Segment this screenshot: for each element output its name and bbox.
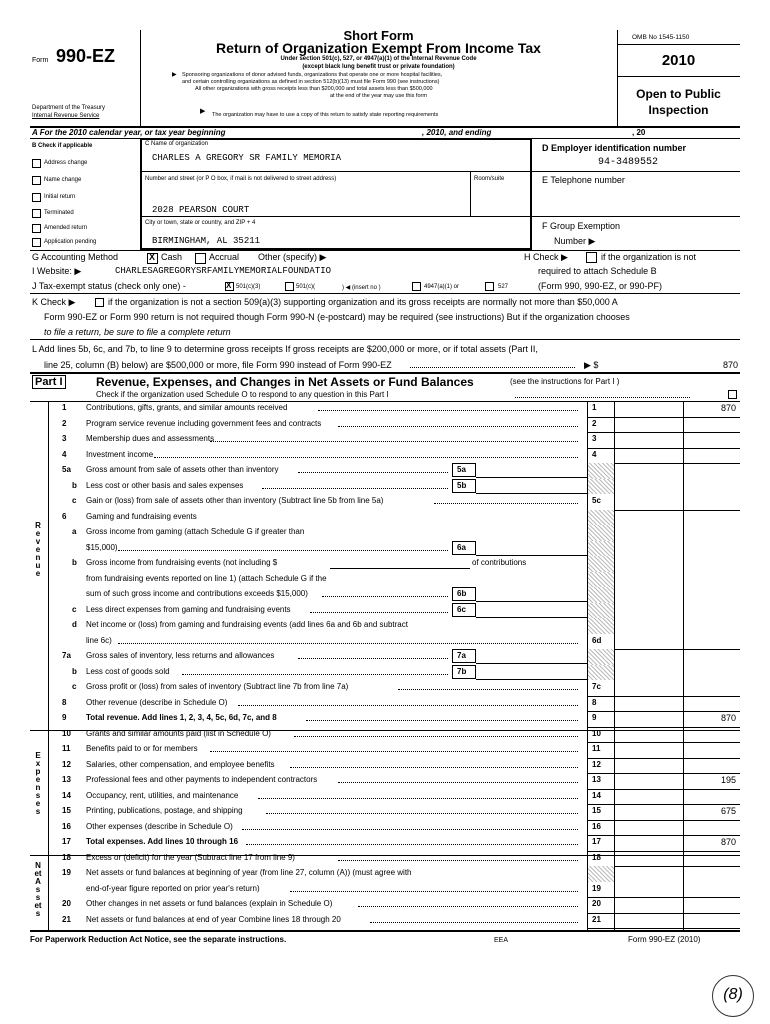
- row-label: Gross amount from sale of assets other than inventory: [86, 465, 279, 474]
- row-number: 17: [62, 837, 71, 846]
- initial-return-label: Initial return: [44, 194, 76, 200]
- sub-line-number: 6a: [457, 542, 466, 552]
- row-amount[interactable]: 870: [720, 403, 736, 413]
- line-l-text-1: L Add lines 5b, 6c, and 7b, to line 9 to determine gross receipts If gross receipts are $200,000 or more, or if total assets (Part II,: [32, 344, 538, 354]
- leader-dots: [258, 790, 578, 799]
- row-number: c: [72, 682, 77, 691]
- row-rule: [587, 417, 740, 418]
- row-label: Net assets or fund balances at end of year Combine lines 18 through 20: [86, 914, 341, 924]
- terminated-label: Terminated: [44, 210, 74, 216]
- row-number: 21: [62, 914, 71, 924]
- line-box-number: 6d: [592, 635, 602, 645]
- net-assets-sidebar-text: NetAssets: [34, 861, 42, 918]
- sub-line-number: 5a: [457, 465, 466, 474]
- footer-notice: For Paperwork Reduction Act Notice, see the separate instructions.: [30, 935, 287, 944]
- row-label: Other expenses (describe in Schedule O): [86, 821, 233, 831]
- 527-label: 527: [498, 284, 509, 290]
- row-label: Other revenue (describe in Schedule O): [86, 697, 228, 707]
- line-box-number: 5c: [592, 496, 601, 505]
- leader-dots: [310, 604, 448, 613]
- expenses-sidebar-text: Expenses: [35, 751, 41, 816]
- open-public-1: Open to Public: [636, 87, 721, 101]
- leader-dots: [338, 852, 578, 861]
- city-label: City or town, state or country, and ZIP + 4: [145, 220, 256, 226]
- row-number: b: [72, 480, 77, 490]
- 4947-checkbox[interactable]: [412, 282, 421, 291]
- row-number: 16: [62, 821, 71, 831]
- accrual-checkbox[interactable]: [195, 253, 206, 264]
- sub-line-entry[interactable]: [476, 477, 587, 478]
- row-number: b: [72, 558, 77, 567]
- row-number: 19: [62, 868, 71, 877]
- sub-line-entry[interactable]: [476, 617, 587, 618]
- row-number: 12: [62, 759, 71, 769]
- department-label: Department of the Treasury: [32, 105, 106, 111]
- row-label: Gross sales of inventory, less returns and allowances: [86, 651, 275, 660]
- row-rule: [587, 727, 740, 728]
- line-box-number: 16: [592, 821, 601, 831]
- 501c3-mark: X: [226, 281, 232, 290]
- shaded-cell: [588, 556, 614, 572]
- sub-line-number: 5b: [457, 480, 467, 490]
- row-label: Less cost of goods sold: [86, 666, 170, 676]
- row-label: Membership dues and assessments: [86, 434, 215, 443]
- telephone-label: E Telephone number: [542, 175, 625, 185]
- form-number: 990-EZ: [56, 46, 116, 66]
- group-exemption-label: F Group Exemption: [542, 221, 621, 231]
- row-label: Total expenses. Add lines 10 through 16: [86, 837, 239, 846]
- application-pending-label: Application pending: [44, 239, 97, 245]
- row-rule: [587, 804, 740, 805]
- leader-dots: [338, 774, 578, 783]
- line-k-text-2: Form 990-EZ or Form 990 return is not required though Form 990-N (e-postcard) may be required (see instructions) But if the organization chooses: [44, 312, 630, 322]
- leader-dots: [118, 542, 448, 551]
- other-method-label: Other (specify) ▶: [258, 252, 327, 262]
- row-number: 9: [62, 713, 67, 722]
- row-label: $15,000): [86, 542, 118, 552]
- street-value[interactable]: 2028 PEARSON COURT: [152, 205, 250, 215]
- org-name-label: C Name of organization: [145, 141, 209, 147]
- row-number: 2: [62, 418, 67, 428]
- leader-dots: [266, 805, 578, 814]
- leader-dots: [210, 743, 578, 752]
- row-label: Net assets or fund balances at beginning of year (from line 27, column (A)) (must agree with: [86, 868, 412, 877]
- check-h-label: H Check ▶: [524, 252, 568, 262]
- line-l-text-2: line 25, column (B) below) are $500,000 or more, file Form 990 instead of Form 990-EZ: [44, 360, 392, 370]
- contributions-underline: [330, 568, 470, 569]
- row-amount[interactable]: 870: [720, 713, 736, 723]
- initial-return-checkbox[interactable]: [32, 193, 41, 202]
- under-section: Under section 501(c), 527, or 4947(a)(1) of the Internal Revenue Code: [280, 56, 477, 62]
- shaded-cell: [588, 587, 614, 603]
- row-number: 11: [62, 744, 71, 753]
- row-number: 18: [62, 852, 71, 862]
- row-label: Gross profit or (loss) from sales of inventory (Subtract line 7b from line 7a): [86, 682, 349, 691]
- except-black-lung: (except black lung benefit trust or private foundation): [302, 64, 455, 70]
- name-change-checkbox[interactable]: [32, 176, 41, 185]
- row-label: Gross income from gaming (attach Schedule G if greater than: [86, 527, 305, 536]
- row-extra: of contributions: [472, 558, 527, 567]
- sponsoring-text-4: at the end of the year may use this form: [330, 93, 427, 99]
- row-amount[interactable]: 195: [720, 775, 736, 785]
- row-rule: [587, 696, 740, 697]
- row-label: sum of such gross income and contributions exceeds $15,000): [86, 589, 308, 598]
- row-number: 1: [62, 403, 67, 412]
- line-box-number: 12: [592, 759, 601, 769]
- row-label: Salaries, other compensation, and employee benefits: [86, 759, 275, 769]
- row-rule: [587, 758, 740, 759]
- application-pending-checkbox[interactable]: [32, 238, 41, 247]
- row-rule: [587, 820, 740, 821]
- row-number: 7a: [62, 651, 71, 660]
- address-change-checkbox[interactable]: [32, 159, 41, 168]
- row-label: Investment income: [86, 449, 154, 459]
- schedule-b-checkbox[interactable]: [586, 252, 597, 263]
- sub-line-number: 6b: [457, 589, 467, 598]
- line-box-number: 10: [592, 728, 601, 738]
- expenses-sidebar: [34, 752, 42, 816]
- row-number: d: [72, 620, 77, 629]
- sub-line-entry[interactable]: [476, 679, 587, 680]
- leader-dots: [182, 666, 448, 675]
- schedule-o-checkbox[interactable]: [728, 390, 737, 399]
- shaded-cell: [588, 618, 614, 634]
- leader-dots: [242, 821, 578, 830]
- website-label: I Website: ▶: [32, 266, 82, 276]
- 527-checkbox[interactable]: [485, 282, 494, 291]
- row-label: Professional fees and other payments to independent contractors: [86, 775, 318, 784]
- schedule-o-text: Check if the organization used Schedule O to respond to any question in this Part I: [96, 390, 389, 399]
- shaded-cell: [588, 479, 614, 495]
- sub-line-number: 7a: [457, 651, 466, 660]
- row-rule: [587, 851, 740, 852]
- row-label: Benefits paid to or for members: [86, 744, 198, 753]
- tax-exempt-label: J Tax-exempt status (check only one) -: [32, 281, 186, 291]
- check-h-text2: if the organization is not: [601, 252, 697, 262]
- shaded-cell: [588, 665, 614, 681]
- irs-label: Internal Revenue Service: [32, 113, 100, 119]
- row-number: 14: [62, 790, 71, 800]
- row-number: 3: [62, 434, 67, 443]
- section-b-title: B Check if applicable: [32, 143, 93, 149]
- part-i-label: Part I: [32, 375, 66, 389]
- row-label: Less cost or other basis and sales expenses: [86, 480, 244, 490]
- line-box-number: 8: [592, 697, 597, 707]
- leader-dots: [290, 759, 578, 768]
- sub-line-entry[interactable]: [476, 555, 587, 556]
- row-label: Printing, publications, postage, and shipping: [86, 806, 243, 815]
- leader-dots: [294, 728, 578, 737]
- leader-dots: [434, 495, 578, 504]
- insert-no-label: ) ◀ (insert no ): [342, 285, 381, 291]
- row-number: 5a: [62, 465, 71, 474]
- row-rule: [587, 448, 740, 449]
- line-box-number: 21: [592, 914, 601, 924]
- ein-value[interactable]: 94-3489552: [598, 157, 659, 168]
- check-k-label: K Check ▶: [32, 297, 76, 307]
- leader-dots: [370, 914, 578, 923]
- row-label: Less direct expenses from gaming and fundraising events: [86, 604, 291, 614]
- row-number: 6: [62, 511, 67, 521]
- row-label: Net income or (loss) from gaming and fundraising events (add lines 6a and 6b and subtract: [86, 620, 408, 629]
- line-box-number: 11: [592, 744, 601, 753]
- row-rule: [587, 928, 740, 929]
- form-title: Return of Organization Exempt From Income Tax: [216, 40, 541, 56]
- row-rule: [587, 742, 740, 743]
- sub-line-number: 6c: [457, 604, 466, 614]
- line-box-number: 20: [592, 899, 601, 908]
- leader-dots: [238, 697, 578, 706]
- line-box-number: 14: [592, 790, 601, 800]
- row-rule: [587, 913, 740, 914]
- revenue-sidebar: [34, 522, 42, 578]
- cash-check-mark: X: [149, 252, 156, 262]
- row-rule: [587, 789, 740, 790]
- sub-line-entry[interactable]: [476, 663, 587, 664]
- shaded-cell: [588, 649, 614, 665]
- amended-return-checkbox[interactable]: [32, 224, 41, 233]
- 509a3-checkbox[interactable]: [95, 298, 104, 307]
- shaded-cell: [588, 510, 614, 526]
- leader-dots: [246, 836, 578, 845]
- line-l-arrow: ▶ $: [584, 360, 599, 370]
- line-box-number: 17: [592, 837, 601, 846]
- 4947-label: 4947(a)(1) or: [424, 284, 460, 290]
- city-value[interactable]: BIRMINGHAM, AL 35211: [152, 236, 261, 246]
- terminated-checkbox[interactable]: [32, 209, 41, 218]
- shaded-cell: [588, 541, 614, 557]
- line-box-number: 19: [592, 883, 601, 893]
- ein-label: D Employer identification number: [542, 143, 687, 153]
- line-box-number: 4: [592, 449, 597, 459]
- sponsoring-text-1: Sponsoring organizations of donor advised funds, organizations that operate one or more hospital facilities,: [182, 72, 443, 78]
- short-form-title: Short Form: [343, 28, 414, 43]
- row-label: Contributions, gifts, grants, and similar amounts received: [86, 403, 288, 412]
- form-label: Form: [32, 57, 49, 64]
- row-number: b: [72, 666, 77, 676]
- name-change-label: Name change: [44, 177, 82, 183]
- row-label: from fundraising events reported on line 1) (attach Schedule G if the: [86, 573, 327, 583]
- line-k-text-1: if the organization is not a section 509(a)(3) supporting organization and its gross receipts are normally not more than $50,000 A: [108, 297, 618, 307]
- row-number: 13: [62, 775, 71, 784]
- address-change-label: Address change: [44, 160, 88, 166]
- org-name-value[interactable]: CHARLES A GREGORY SR FAMILY MEMORIA: [152, 153, 342, 163]
- leader-dots: [338, 418, 578, 427]
- accrual-label: Accrual: [209, 252, 240, 262]
- line-box-number: 7c: [592, 682, 601, 691]
- shaded-cell: [588, 525, 614, 541]
- check-h-text4: (Form 990, 990-EZ, or 990-PF): [538, 281, 663, 291]
- group-exemption-number-label: Number ▶: [554, 236, 596, 246]
- leader-dots: [322, 588, 448, 597]
- row-number: c: [72, 604, 77, 614]
- 501c-label: 501(c)(: [296, 284, 316, 290]
- row-number: a: [72, 527, 77, 536]
- line-box-number: 18: [592, 852, 601, 862]
- line-box-number: 13: [592, 775, 601, 784]
- line-a-mid: , 2010, and ending: [422, 128, 492, 137]
- line-a-end: , 20: [632, 128, 646, 137]
- footer-eea: EEA: [494, 937, 509, 944]
- row-amount[interactable]: 870: [720, 837, 736, 847]
- row-rule: [587, 897, 740, 898]
- shaded-cell: [588, 603, 614, 619]
- row-number: c: [72, 496, 77, 505]
- row-rule: [587, 773, 740, 774]
- net-assets-sidebar: [34, 862, 42, 918]
- cash-label: Cash: [161, 252, 183, 262]
- row-label: Occupancy, rent, utilities, and maintenance: [86, 790, 239, 800]
- leader-dots: [398, 681, 578, 690]
- open-public-2: Inspection: [648, 103, 709, 117]
- leader-dots: [298, 650, 448, 659]
- line-box-number: 2: [592, 418, 597, 428]
- line-box-number: 3: [592, 434, 597, 443]
- gross-receipts-value[interactable]: 870: [722, 360, 738, 370]
- line-box-number: 15: [592, 806, 601, 815]
- sub-line-entry[interactable]: [476, 601, 587, 602]
- part-i-title: Revenue, Expenses, and Changes in Net Assets or Fund Balances: [96, 375, 474, 389]
- row-rule: [587, 835, 740, 836]
- sponsoring-text-3: All other organizations with gross receipts less than $200,000 and total assets less than $500,000: [195, 86, 433, 92]
- line-k-text-3: to file a return, be sure to file a complete return: [44, 327, 231, 337]
- leader-dots: [306, 712, 578, 721]
- row-label: Gross income from fundraising events (not including $: [86, 558, 278, 567]
- row-number: 8: [62, 697, 67, 707]
- leader-dots: [358, 898, 578, 907]
- street-label: Number and street (or P O box, if mail is not delivered to street address): [145, 176, 337, 182]
- leader-dots: [290, 883, 578, 892]
- check-h-text3: required to attach Schedule B: [538, 266, 657, 276]
- line-box-number: 9: [592, 713, 597, 722]
- row-rule: [587, 432, 740, 433]
- shaded-cell: [588, 572, 614, 588]
- row-number: 4: [62, 449, 67, 459]
- copy-note: The organization may have to use a copy of this return to satisfy state reporting requirements: [212, 112, 439, 118]
- row-label: end-of-year figure reported on prior year's return): [86, 883, 260, 893]
- leader-dots: [262, 480, 448, 489]
- handwritten-stamp: (8): [712, 975, 754, 1017]
- sub-line-entry[interactable]: [476, 493, 587, 494]
- 501c-checkbox[interactable]: [285, 282, 294, 291]
- amended-return-label: Amended return: [44, 225, 88, 231]
- row-label: Excess or (deficit) for the year (Subtract line 17 from line 9): [86, 852, 295, 862]
- row-label: Grants and similar amounts paid (list in Schedule O): [86, 728, 271, 738]
- row-label: line 6c): [86, 635, 112, 645]
- line-a: A For the 2010 calendar year, or tax year beginning: [32, 128, 226, 137]
- sponsoring-text-2: and certain controlling organizations as defined in section 512(b)(13) must file Form 990 (see instructions): [182, 79, 440, 85]
- row-number: 10: [62, 728, 71, 738]
- room-label: Room/suite: [474, 176, 505, 182]
- row-number: 20: [62, 899, 71, 908]
- accounting-method-label: G Accounting Method: [32, 252, 119, 262]
- shaded-cell: [588, 463, 614, 479]
- row-label: Gain or (loss) from sale of assets other than inventory (Subtract line 5b from line 5a): [86, 496, 384, 505]
- sub-line-number: 7b: [457, 666, 467, 676]
- 501c3-label: 501(c)(3): [236, 284, 261, 290]
- leader-dots: [210, 433, 578, 442]
- tax-year: 2010: [661, 52, 696, 69]
- leader-dots: [118, 635, 578, 644]
- leader-dots: [154, 449, 578, 458]
- line-box-number: 1: [592, 403, 597, 412]
- leader-dots: [318, 402, 578, 411]
- shaded-cell: [588, 866, 614, 882]
- omb-number: OMB No 1545-1150: [632, 34, 690, 41]
- row-amount[interactable]: 675: [720, 806, 736, 816]
- website-value[interactable]: CHARLESAGREGORYSRFAMILYMEMORIALFOUNDATIO: [115, 266, 332, 276]
- row-label: Total revenue. Add lines 1, 2, 3, 4, 5c, 6d, 7c, and 8: [86, 713, 277, 722]
- revenue-sidebar-text: Revenue: [35, 521, 41, 578]
- row-label: Other changes in net assets or fund balances (explain in Schedule O): [86, 899, 333, 908]
- row-label: Gaming and fundraising events: [86, 511, 197, 521]
- footer-form: Form 990-EZ (2010): [628, 935, 701, 944]
- row-rule: [587, 711, 740, 712]
- part-i-see: (see the instructions for Part I ): [510, 377, 620, 386]
- leader-dots: [298, 464, 448, 473]
- row-number: 15: [62, 806, 71, 815]
- row-label: Program service revenue including government fees and contracts: [86, 418, 322, 428]
